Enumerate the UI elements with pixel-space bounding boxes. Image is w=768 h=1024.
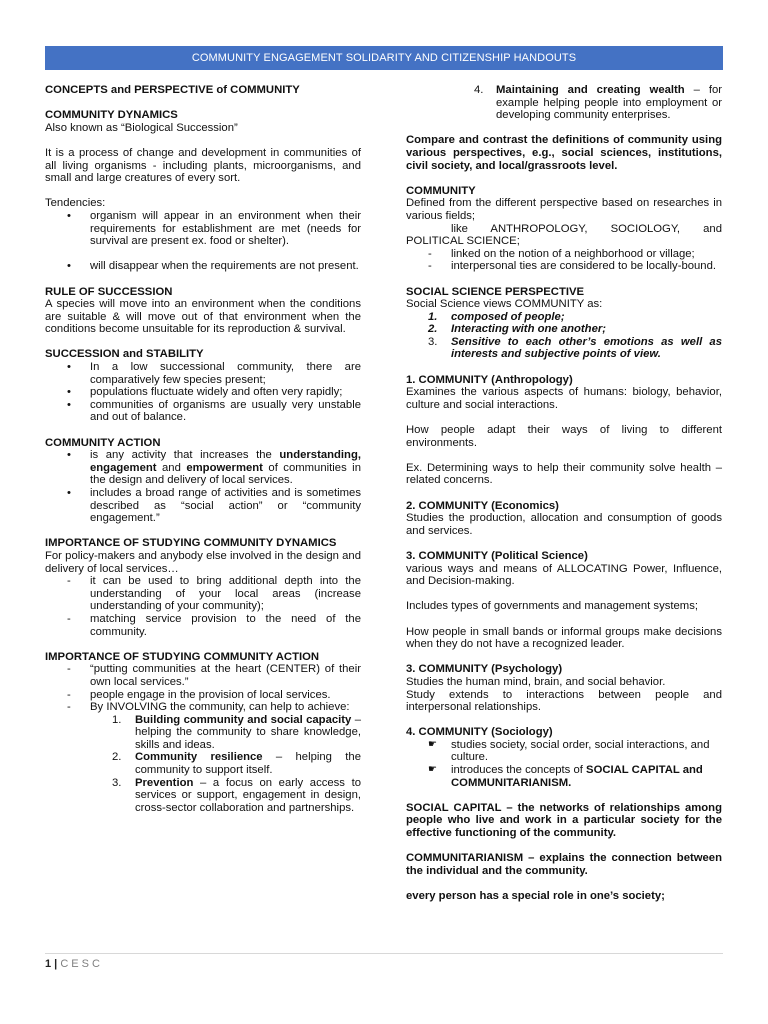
importance-dynamics-desc: For policy-makers and anybody else involved in the design and delivery of local services… xyxy=(45,549,361,575)
anthropology-text: How people adapt their ways of living to different environments. xyxy=(406,424,722,449)
page-footer xyxy=(45,958,103,971)
page-number: 1 xyxy=(45,958,52,970)
list-item: - matching service provision to the need of the community. xyxy=(45,613,361,638)
list-item: • organism will appear in an environment when their requirements for establishment are met (needs for survival are present ex. food or shelter). xyxy=(45,210,361,248)
sociology-list xyxy=(406,739,722,789)
political-science-text: Includes types of governments and management systems; xyxy=(406,600,698,613)
community-desc: Defined from the different perspective based on researches in various fields; xyxy=(406,197,722,222)
social-science-list xyxy=(406,311,722,361)
list-item: • populations fluctuate widely and often very rapidly; xyxy=(45,386,361,399)
list-item: ☛ studies society, social order, social interactions, and culture. xyxy=(428,738,710,764)
political-science-text: various ways and means of ALLOCATING Power, Influence, and Decision-making. xyxy=(406,562,722,588)
list-item: - interpersonal ties are considered to be locally-bound. xyxy=(406,260,722,273)
anthropology-text: Ex. Determining ways to help their community solve health – related concerns. xyxy=(406,461,722,487)
action-list xyxy=(45,449,361,525)
list-item: - By INVOLVING the community, can help to achieve: xyxy=(45,701,361,714)
achieve-list-continued xyxy=(406,84,722,122)
rule-desc: A species will move into an environment when the conditions are suitable & will move out of that environment when the conditions become unsuitable for its reproduction & survival. xyxy=(45,298,361,336)
importance-dynamics-title: IMPORTANCE OF STUDYING COMMUNITY DYNAMICS xyxy=(45,537,337,550)
community-title: COMMUNITY xyxy=(406,184,476,197)
social-capital-def: SOCIAL CAPITAL – the networks of relationships among people who live and work in a particular society for the effective functioning of the community. xyxy=(406,801,722,840)
rule-title: RULE OF SUCCESSION xyxy=(45,285,173,298)
left-column xyxy=(45,84,361,814)
dynamics-title: COMMUNITY DYNAMICS xyxy=(45,109,178,122)
psychology-text: Studies the human mind, brain, and social behavior. xyxy=(406,675,666,688)
list-item: 4. Maintaining and creating wealth – for example helping people into employment or developing community enterprises. xyxy=(474,84,723,122)
list-item: ☛ introduces the concepts of SOCIAL CAPITAL and COMMUNITARIANISM. xyxy=(428,764,703,789)
stability-list xyxy=(45,361,361,424)
list-item: • is any activity that increases the understanding, engagement and empowerment of communities in the design and delivery of local services. xyxy=(45,449,361,487)
list-item: 3. Prevention – a focus on early access to services or support, engagement in design, cross-sector collaboration and partnerships. xyxy=(112,776,361,814)
psychology-title: 3. COMMUNITY (Psychology) xyxy=(406,663,563,676)
list-item: - people engage in the provision of local services. xyxy=(45,689,361,702)
dynamics-desc: It is a process of change and development in communities of all living organisms - including plants, microorganisms, and small and large creatures of every sort. xyxy=(45,146,361,185)
list-item: - “putting communities at the heart (CENTER) of their own local services.” xyxy=(45,663,361,688)
political-science-title: 3. COMMUNITY (Political Science) xyxy=(406,549,588,562)
psychology-text: Study extends to interactions between people and interpersonal relationships. xyxy=(406,688,722,714)
community-desc-fields: like ANTHROPOLOGY, SOCIOLOGY, and POLITICAL SCIENCE; xyxy=(406,222,722,248)
anthropology-title: 1. COMMUNITY (Anthropology) xyxy=(406,373,573,386)
list-item: 3. Sensitive to each other’s emotions as well as interests and subjective points of view. xyxy=(428,335,722,361)
dynamics-aka: Also known as “Biological Succession” xyxy=(45,121,238,134)
list-item: 2. Community resilience – helping the community to support itself. xyxy=(112,751,361,777)
importance-dynamics-list xyxy=(45,575,361,638)
economics-text: Studies the production, allocation and consumption of goods and services. xyxy=(406,512,722,537)
pointing-hand-icon: ☛ xyxy=(428,738,437,750)
footer-separator: | xyxy=(51,958,61,970)
achieve-list xyxy=(45,714,361,815)
sociology-title: 4. COMMUNITY (Sociology) xyxy=(406,726,553,739)
economics-title: 2. COMMUNITY (Economics) xyxy=(406,499,559,512)
community-list xyxy=(406,248,722,273)
list-item: 1. composed of people; xyxy=(428,310,565,323)
action-title: COMMUNITY ACTION xyxy=(45,436,161,449)
concepts-title: CONCEPTS and PERSPECTIVE of COMMUNITY xyxy=(45,84,300,96)
list-item: 2. Interacting with one another; xyxy=(428,323,607,336)
compare-heading: Compare and contrast the definitions of community using various perspectives, e.g., social sciences, institutions, civil society, and local/grassroots level. xyxy=(406,134,722,172)
document-banner: COMMUNITY ENGAGEMENT SOLIDARITY AND CITIZENSHIP HANDOUTS xyxy=(45,46,723,70)
list-item: • communities of organisms are usually very unstable and out of balance. xyxy=(45,399,361,424)
importance-action-title: IMPORTANCE OF STUDYING COMMUNITY ACTION xyxy=(45,650,320,663)
anthropology-text: Examines the various aspects of humans: biology, behavior, culture and social interactions. xyxy=(406,386,722,411)
pointing-hand-icon: ☛ xyxy=(428,764,437,776)
special-role-text: every person has a special role in one’s society; xyxy=(406,890,665,902)
political-science-text: How people in small bands or informal groups make decisions when they do not have a recognized leader. xyxy=(406,625,722,651)
list-item: • includes a broad range of activities and is sometimes described as “social action” or “community engagement.” xyxy=(45,487,361,525)
social-science-title: SOCIAL SCIENCE PERSPECTIVE xyxy=(406,285,585,298)
right-column xyxy=(406,84,722,903)
list-item: - linked on the notion of a neighborhood or village; xyxy=(406,248,722,261)
list-item: - it can be used to bring additional depth into the understanding of your local areas (increase understanding of your community); xyxy=(45,575,361,613)
importance-action-list xyxy=(45,663,361,713)
footer-label: CESC xyxy=(60,958,103,970)
list-item: • will disappear when the requirements are not present. xyxy=(45,260,361,273)
footer-divider xyxy=(45,953,723,954)
stability-title: SUCCESSION and STABILITY xyxy=(45,348,204,361)
list-item: 1. Building community and social capacity – helping the community to share knowledge, skills and ideas. xyxy=(112,713,361,751)
communitarianism-def: COMMUNITARIANISM – explains the connection between the individual and the community. xyxy=(406,852,722,877)
list-item: • In a low successional community, there are comparatively few species present; xyxy=(45,361,361,386)
social-science-intro: Social Science views COMMUNITY as: xyxy=(406,298,603,311)
tendencies-label: Tendencies: xyxy=(45,197,106,210)
tendencies-list xyxy=(45,210,361,273)
